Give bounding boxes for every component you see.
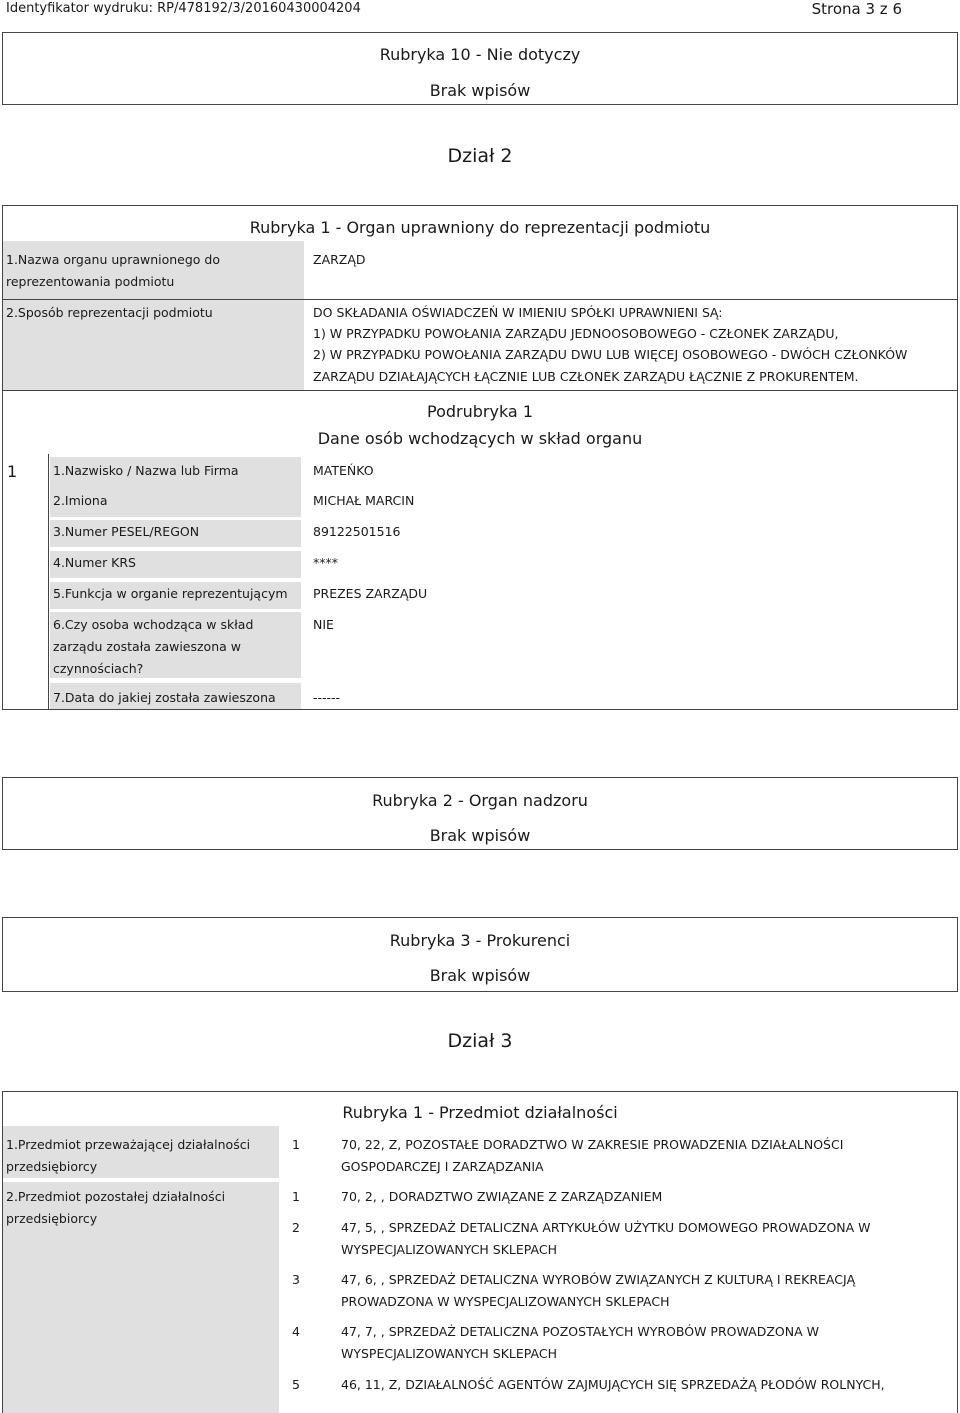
field-value-zawieszona: NIE xyxy=(313,617,334,632)
field-label-nazwisko: 1.Nazwisko / Nazwa lub Firma xyxy=(53,463,239,478)
podrubryka-title: Podrubryka 1 xyxy=(427,402,533,421)
pozostalej-5-text: 46, 11, Z, DZIAŁALNOŚĆ AGENTÓW ZAJMUJĄCYCH SIĘ SPRZEDAŻĄ PŁODÓW ROLNYCH, xyxy=(341,1377,885,1392)
field-label-funkcja: 5.Funkcja w organie reprezentującym xyxy=(53,586,288,601)
field-label-data: 7.Data do jakiej została zawieszona xyxy=(53,690,276,705)
rubryka-1-organ-title: Rubryka 1 - Organ uprawniony do reprezentacji podmiotu xyxy=(249,218,711,237)
rubryka-2-title: Rubryka 2 - Organ nadzoru xyxy=(372,791,588,810)
pozostalej-1-text: 70, 2, , DORADZTWO ZWIĄZANE Z ZARZĄDZANIEM xyxy=(341,1189,663,1204)
rubryka-2-empty: Brak wpisów xyxy=(429,826,531,845)
dzial-2-title: Dział 2 xyxy=(447,145,513,167)
print-identifier: Identyfikator wydruku: RP/478192/3/20160430004204 xyxy=(6,1,361,16)
sposob-line-2: 1) W PRZYPADKU POWOŁANIA ZARZĄDU JEDNOOSOBOWEGO - CZŁONEK ZARZĄDU, xyxy=(313,326,839,341)
pozostalej-2-text: 47, 5, , SPRZEDAŻ DETALICZNA ARTYKUŁÓW UŻYTKU DOMOWEGO PROWADZONA W WYSPECJALIZOWANYCH SKLEPACH xyxy=(341,1220,871,1257)
pozostalej-2-number: 2 xyxy=(292,1220,300,1235)
divider xyxy=(3,390,958,391)
field-value-funkcja: PREZES ZARZĄDU xyxy=(313,586,428,601)
rubryka-10-title: Rubryka 10 - Nie dotyczy xyxy=(379,45,581,64)
podrubryka-subtitle: Dane osób wchodzących w skład organu xyxy=(317,429,643,448)
pozostalej-4-text: 47, 7, , SPRZEDAŻ DETALICZNA POZOSTAŁYCH WYROBÓW PROWADZONA W WYSPECJALIZOWANYCH SKLEPACH xyxy=(341,1324,819,1361)
pozostalej-3-text: 47, 6, , SPRZEDAŻ DETALICZNA WYROBÓW ZWIĄZANYCH Z KULTURĄ I REKREACJĄ PROWADZONA W WYSPECJALIZOWANYCH SKLEPACH xyxy=(341,1272,856,1309)
field-value-imiona: MICHAŁ MARCIN xyxy=(313,493,415,508)
sposob-line-4: ZARZĄDU DZIAŁAJĄCYCH ŁĄCZNIE LUB CZŁONEK ZARZĄDU ŁĄCZNIE Z PROKURENTEM. xyxy=(313,369,859,384)
rubryka-10-empty: Brak wpisów xyxy=(429,81,531,100)
field-value-nazwisko: MATEŃKO xyxy=(313,463,374,478)
field-label-imiona: 2.Imiona xyxy=(53,493,108,508)
field-label-zawieszona: 6.Czy osoba wchodząca w skład zarządu została zawieszona w czynnościach? xyxy=(53,617,254,676)
przewazajacej-label: 1.Przedmiot przeważającej działalności przedsiębiorcy xyxy=(6,1137,251,1174)
divider xyxy=(3,299,958,300)
field-label-krs: 4.Numer KRS xyxy=(53,555,136,570)
dzial-3-title: Dział 3 xyxy=(447,1030,513,1052)
field-value-data: ------ xyxy=(313,690,341,705)
sposob-line-3: 2) W PRZYPADKU POWOŁANIA ZARZĄDU DWU LUB WIĘCEJ OSOBOWEGO - DWÓCH CZŁONKÓW xyxy=(313,347,908,362)
person-index: 1 xyxy=(7,462,18,481)
organ-value: ZARZĄD xyxy=(313,252,366,267)
pozostalej-3-number: 3 xyxy=(292,1272,300,1287)
field-value-krs: **** xyxy=(313,555,338,570)
organ-label: 1.Nazwa organu uprawnionego do reprezentowania podmiotu xyxy=(6,252,221,289)
pozostalej-4-number: 4 xyxy=(292,1324,300,1339)
page-number: Strona 3 z 6 xyxy=(811,0,902,18)
przewazajacej-1-text: 70, 22, Z, POZOSTAŁE DORADZTWO W ZAKRESIE PROWADZENIA DZIAŁALNOŚCI GOSPODARCZEJ I ZARZĄDZANIA xyxy=(341,1137,844,1174)
field-label-pesel: 3.Numer PESEL/REGON xyxy=(53,524,200,539)
rubryka-3-empty: Brak wpisów xyxy=(429,966,531,985)
sposob-line-1: DO SKŁADANIA OŚWIADCZEŃ W IMIENIU SPÓŁKI UPRAWNIENI SĄ: xyxy=(313,305,723,320)
field-value-pesel: 89122501516 xyxy=(313,524,401,539)
sposob-label: 2.Sposób reprezentacji podmiotu xyxy=(6,305,213,320)
pozostalej-5-number: 5 xyxy=(292,1377,300,1392)
rubryka-3-title: Rubryka 3 - Prokurenci xyxy=(389,931,571,950)
pozostalej-1-number: 1 xyxy=(292,1189,300,1204)
przedmiot-title: Rubryka 1 - Przedmiot działalności xyxy=(342,1103,618,1122)
przewazajacej-1-number: 1 xyxy=(292,1137,300,1152)
pozostalej-label: 2.Przedmiot pozostałej działalności przedsiębiorcy xyxy=(6,1189,226,1226)
person-index-divider xyxy=(48,454,49,710)
